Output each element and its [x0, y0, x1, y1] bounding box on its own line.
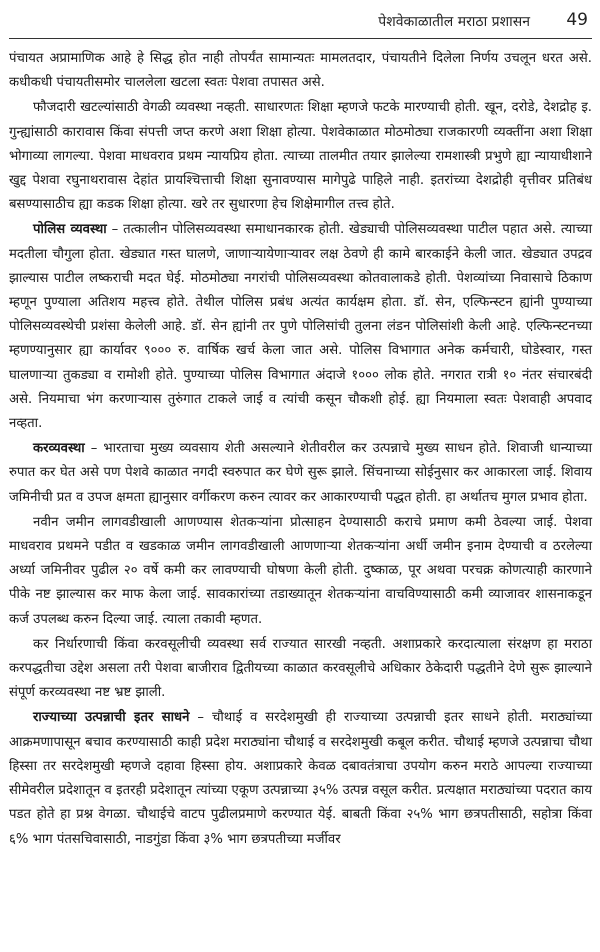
paragraph-new-land — [9, 511, 592, 632]
paragraph-text: नवीन जमीन लागवडीखाली आणण्यास शेतकऱ्यांना प्रोत्साहन देण्यासाठी कराचे प्रमाण कमी ठेवल्या जाई. पेशवा माधवराव प्रथमने पडीत व खडकाळ जमीन लागवडीखाली आणणाऱ्या शेतकऱ्यांना अर्धी जमीन इनाम देण्याची व ठरलेल्या अर्ध्या जमिनीवर पुढील २० वर्षे कमी कर लावण्याची घोषणा केली होती. दुष्काळ, पूर अथवा परचक्र कोणत्याही कारणाने पीके नष्ट झाल्यास कर माफ केला जाई. सावकारांच्या तडाख्यातून शेतकऱ्यांना वाचविण्यासाठी कमी व्याजावर शासनाकडून कर्ज उपलब्ध करुन दिल्या जाई. त्याला तकावी म्हणत. — [9, 514, 592, 627]
paragraph-police-system — [9, 218, 592, 436]
paragraph-text: कर निर्धारणाची किंवा करवसूलीची व्यवस्था सर्व राज्यात सारखी नव्हती. अशाप्रकारे करदात्याला संरक्षण हा मराठा करपद्धतीचा उद्देश असला तरी पेशवा बाजीराव द्वितीयच्या काळात करवसूलीचे अधिकार ठेकेदारी पद्धतीने देणे सुरू झाल्याने संपूर्ण करव्यवस्था नष्ट भ्रष्ट झाली. — [9, 636, 592, 701]
paragraph-other-revenue — [9, 706, 592, 851]
paragraph-text: – भारताचा मुख्य व्यवसाय शेती असल्याने शेतीवरील कर उत्पन्नाचे मुख्य साधन होते. शिवाजी धान्याच्या रुपात कर घेत असे पण पेशवे काळात नगदी स्वरुपात कर घेणे सुरू झाले. सिंचनाच्या सोईनुसार कर आकारला जाई. शिवाय जमिनीची प्रत व उपज क्षमता ह्यानुसार वर्गीकरण करुन त्यावर कर आकारण्याची पद्धत होती. हा अर्थातच मुगल प्रभाव होता. — [9, 441, 592, 505]
section-heading-revenue: राज्याच्या उत्पन्नाची इतर साधने — [33, 710, 190, 726]
paragraph-text: – चौथाई व सरदेशमुखी ही राज्याच्या उत्पन्नाची इतर साधने होती. मराठ्यांच्या आक्रमणापासून बचाव करण्यासाठी काही प्रदेश मराठ्यांना चौथाई व सरदेशमुखी कबूल करीत. चौथाई म्हणजे उत्पन्नाचा चौथा हिस्सा तर सरदेशमुखी म्हणजे दहावा हिस्सा होय. अशाप्रकारे केवळ दबावतंत्राचा उपयोग करुन मराठे आपल्या राज्याच्या सीमेवरील प्रदेशातून व इतरही प्रदेशातून त्यांच्या एकूण उत्पन्नाच्या ३५% उत्पन्न वसूल करीत. प्रत्यक्षात मराठ्यांच्या पदरात काय पडत होते हा प्रश्न वेगळा. चौथाईचे वाटप पुढीलप्रमाणे करण्यात येई. बाबती किंवा २५% भाग छत्रपतीसाठी, सहोत्रा किंवा ६% भाग पंतसचिवासाठी, नाडगुंडा किंवा ३% भाग छत्रपतीच्या मर्जीवर — [9, 710, 592, 847]
paragraph-text: फौजदारी खटल्यांसाठी वेगळी व्यवस्था नव्हती. साधारणतः शिक्षा म्हणजे फटके मारण्याची होती. खून, दरोडे, देशद्रोह इ. गुन्ह्यांसाठी कारावास किंवा संपत्ती जप्त करणे अशा शिक्षा होत्या. पेशवेकाळात मोठमोठ्या राजकारणी व्यक्तींना अशा शिक्षा भोगाव्या लागल्या. पेशवा माधवराव प्रथम न्यायप्रिय होता. त्याच्या तालमीत तयार झालेल्या रामशास्त्री प्रभुणे ह्या न्यायाधीशाने खुद्द पेशवा रघुनाथरावास देहांत प्रायश्चित्ताची शिक्षा सुनावण्यास मागेपुढे पाहिले नाही. इतरांच्या देशद्रोही वृत्तीवर प्रतिबंध बसण्यासाठीच ह्या कडक शिक्षा होत्या. खरे तर सुधारणा हेच शिक्षेमागील तत्त्व होते. — [9, 100, 592, 213]
paragraph-text: – तत्कालीन पोलिसव्यवस्था समाधानकारक होती. खेड्याची पोलिसव्यवस्था पाटील पहात असे. त्याच्या मदतीला चौगुला होता. खेड्यात गस्त घालणे, जाणाऱ्यायेणाऱ्यावर लक्ष ठेवणे ही कामे बारकाईने केली जात. खेड्यात उपद्रव झाल्यास पाटील लष्कराची मदत घेई. मोठमोठ्या नगरांची पोलिसव्यवस्था कोतवालाकडे होती. पेशव्यांच्या निवासाचे ठिकाण म्हणून पुण्याला अतिशय महत्त्व होते. तेथील पोलिस प्रबंध अत्यंत कार्यक्षम होता. डॉ. सेन, एल्फिन्स्टन ह्यांनी पुण्याच्या पोलिसव्यवस्थेची प्रशंसा केलेली आहे. डॉ. सेन ह्यांनी तर पुणे पोलिसांची तुलना लंडन पोलिसांशी केली आहे. एल्फिन्स्टनच्या म्हणण्यानुसार ह्या कार्यावर ९००० रु. वार्षिक खर्च केला जात असे. पोलिस विभागात अनेक कर्मचारी, घोडेस्वार, गस्त घालणाऱ्या तुकड्या व रामोशी होते. पुण्याच्या पोलिस विभागात अंदाजे १००० लोक होते. नगरात रात्री १० नंतर संचारबंदी असे. नियमाचा भंग करणाऱ्यास तुरुंगात टाकले जाई व त्यांची कसून चौकशी होई. ह्या नियमाला स्वतः पेशवाही अपवाद नव्हता. — [9, 222, 592, 432]
paragraph-text: पंचायत अप्रामाणिक आहे हे सिद्ध होत नाही तोपर्यंत सामान्यतः मामलतदार, पंचायतीने दिलेला निर्णय उचलून धरत असे. कधीकधी पंचायतीसमोर चाललेला खटला स्वतः पेशवा तपासत असे. — [9, 51, 592, 91]
paragraph-criminal-cases — [9, 96, 592, 217]
page-number: 49 — [566, 10, 588, 30]
section-heading-police: पोलिस व्यवस्था — [33, 222, 107, 238]
section-heading-tax: करव्यवस्था — [33, 441, 85, 457]
running-title: पेशवेकाळातील मराठा प्रशासन — [378, 14, 530, 30]
running-header — [9, 0, 592, 39]
page-body — [9, 39, 592, 852]
paragraph-panchayat — [9, 47, 592, 95]
paragraph-tax-system — [9, 437, 592, 510]
paragraph-tax-assessment — [9, 633, 592, 706]
